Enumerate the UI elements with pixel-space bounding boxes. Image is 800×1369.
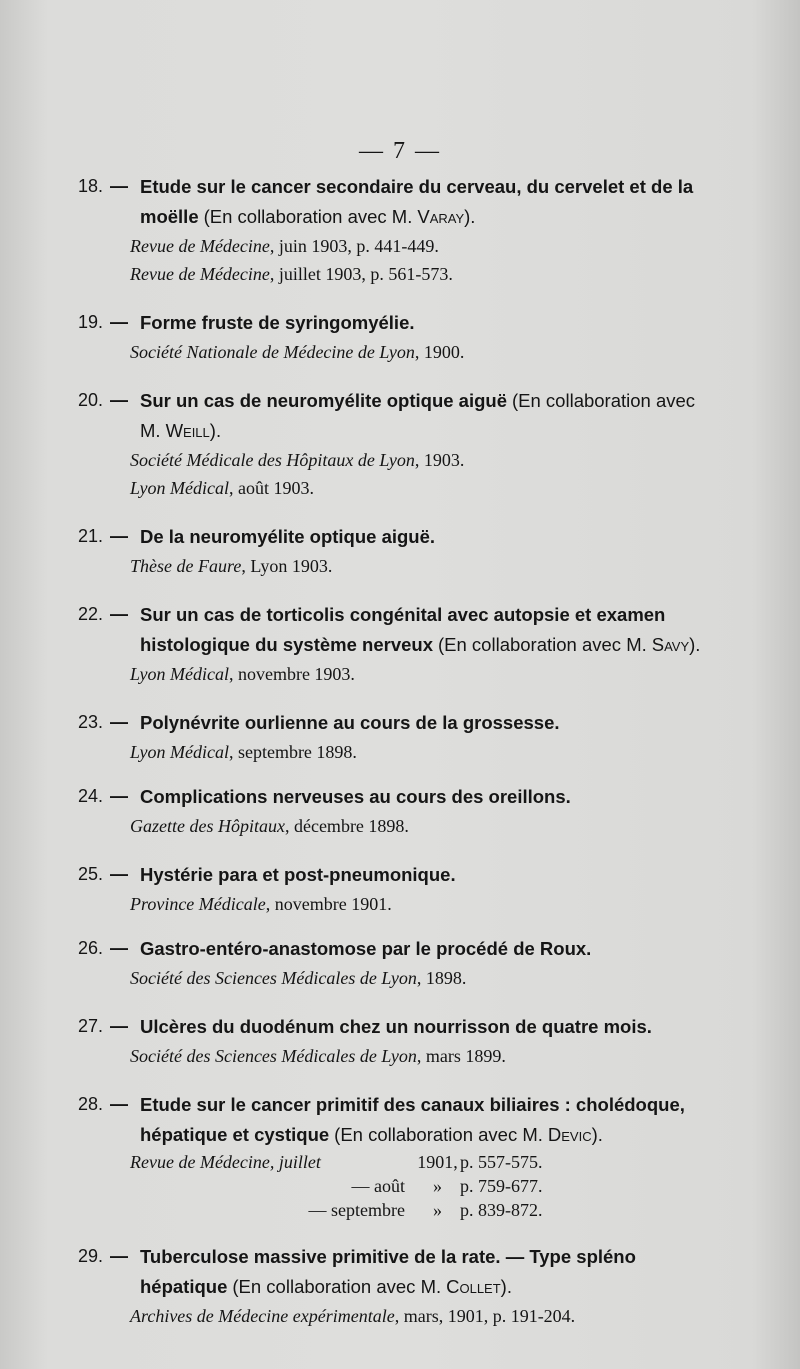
entry-citation [130,446,718,474]
bibliography-list [78,172,718,1350]
citation-journal: Province Médicale [130,894,266,914]
entry-citation [130,232,718,260]
bibliography-entry-21 [78,522,718,580]
entry-citation [130,1042,718,1070]
citation-journal: Lyon Médical [130,478,229,498]
table-cell: p. 839-872. [460,1200,543,1220]
entry-title: Hystérie para et post-pneumonique. [140,864,456,885]
entry-title: Forme fruste de syringomyélie. [140,312,415,333]
citation-journal: Revue de Médecine [130,264,270,284]
citation-details: , juillet 1903, p. 561-573. [269,264,453,284]
entry-collab-name: Devic [547,1124,592,1145]
entry-dash: — [110,1094,128,1114]
entry-citation [130,964,718,992]
entry-dash: — [110,312,128,332]
citation-details: , 1903. [414,450,465,470]
entry-number: 23. [78,712,104,732]
citation-journal: Archives de Médecine expérimentale [130,1306,395,1326]
citation-journal: Thèse de Faure [130,556,242,576]
entry-dash: — [110,1016,128,1036]
entry-dash: — [110,1246,128,1266]
bibliography-entry-28 [78,1090,718,1222]
bibliography-entry-22 [78,600,718,688]
entry-number: 20. [78,390,104,410]
table-cell: p. 759-677. [460,1176,543,1196]
citation-journal: Société des Sciences Médicales de Lyon [130,1046,417,1066]
entry-dash: — [110,526,128,546]
table-row [130,1174,543,1198]
table-row [130,1150,543,1174]
entry-citation [130,738,718,766]
citation-journal: Société des Sciences Médicales de Lyon [130,968,417,988]
citation-details: , août 1903. [228,478,314,498]
citation-journal: Société Médicale des Hôpitaux de Lyon [130,450,415,470]
entry-title: Etude sur le cancer primitif des canaux biliaires : cholédoque, hépatique et cystique [140,1094,685,1145]
citation-journal: Société Nationale de Médecine de Lyon [130,342,415,362]
bibliography-entry-26 [78,934,718,992]
bibliography-entry-20 [78,386,718,502]
bibliography-entry-24 [78,782,718,840]
citation-details: , 1900. [414,342,465,362]
entry-number: 24. [78,786,104,806]
entry-collab-name: Varay [417,206,465,227]
entry-collab-suffix: ). [591,1124,603,1145]
entry-citation [130,660,718,688]
entry-collab-suffix: ). [209,420,222,441]
entry-dash: — [110,786,128,806]
bibliography-entry-29 [78,1242,718,1330]
entry-dash: — [110,938,128,958]
entry-citation [130,260,718,288]
entry-number: 28. [78,1094,104,1114]
entry-title: Gastro-entéro-anastomose par le procédé de Roux. [140,938,592,959]
revue-citation-table [130,1150,543,1222]
citation-details: , mars 1899. [416,1046,506,1066]
citation-journal: Lyon Médical [130,742,229,762]
page-number: — 7 — [359,138,441,164]
citation-details: , novembre 1901. [265,894,392,914]
entry-number: 18. [78,176,104,196]
table-cell: — septembre [308,1200,405,1220]
bibliography-entry-19 [78,308,718,366]
entry-title: Polynévrite ourlienne au cours de la grossesse. [140,712,560,733]
entry-title: Ulcères du duodénum chez un nourrisson de quatre mois. [140,1016,652,1037]
entry-number: 27. [78,1016,104,1036]
entry-number: 22. [78,604,104,624]
entry-citation [130,474,718,502]
entry-collab-suffix: ). [500,1276,512,1297]
entry-citation [130,1302,718,1330]
bibliography-entry-27 [78,1012,718,1070]
citation-details: , Lyon 1903. [241,556,333,576]
table-cell: Revue de Médecine, juillet [130,1152,321,1172]
entry-collab-prefix: (En collaboration avec M. [232,1276,442,1297]
table-cell: p. 557-575. [460,1152,543,1172]
entry-dash: — [110,390,128,410]
entry-collab-name: Weill [165,420,210,441]
citation-details: , 1898. [416,968,467,988]
entry-dash: — [110,604,128,624]
entry-collab-prefix: (En collaboration avec M. [203,206,413,227]
bibliography-entry-23 [78,708,718,766]
citation-details: , septembre 1898. [228,742,357,762]
entry-collab-prefix: (En collaboration avec M. [438,634,647,655]
entry-number: 25. [78,864,104,884]
entry-number: 19. [78,312,104,332]
citation-journal: Lyon Médical [130,664,229,684]
table-cell: — août [351,1176,405,1196]
entry-collab-name: Collet [446,1276,501,1297]
entry-collab-name: Savy [651,634,690,655]
entry-number: 26. [78,938,104,958]
entry-number: 29. [78,1246,104,1266]
entry-collab-suffix: ). [689,634,701,655]
entry-collab-prefix: (En collaboration avec M. [334,1124,543,1145]
citation-journal: Revue de Médecine [130,236,270,256]
entry-citation [130,552,718,580]
table-cell: 1901, [417,1152,458,1172]
table-row [130,1198,543,1222]
entry-collab-prefix: (En collaboration avec M. [140,390,696,441]
table-cell: » [433,1176,442,1196]
entry-title: De la neuromyélite optique aiguë. [140,526,436,547]
citation-details: , mars, 1901, p. 191-204. [394,1306,576,1326]
citation-details: , décembre 1898. [284,816,409,836]
entry-dash: — [110,864,128,884]
entry-title: Sur un cas de neuromyélite optique aiguë [140,390,507,411]
entry-citation [130,890,718,918]
citation-journal: Gazette des Hôpitaux [130,816,285,836]
entry-dash: — [110,176,128,196]
entry-title: Tuberculose massive primitive de la rate. — Type spléno hépatique [140,1246,636,1297]
bibliography-entry-25 [78,860,718,918]
entry-title: Complications nerveuses au cours des oreillons. [140,786,571,807]
entry-citation [130,338,718,366]
citation-details: , juin 1903, p. 441-449. [269,236,439,256]
entry-citation [130,812,718,840]
entry-collab-suffix: ). [464,206,476,227]
entry-title: Etude sur le cancer secondaire du cerveau, du cervelet et de la moëlle [140,176,694,227]
entry-dash: — [110,712,128,732]
entry-number: 21. [78,526,104,546]
bibliography-entry-18 [78,172,718,288]
table-cell: » [433,1200,442,1220]
entry-title: Sur un cas de torticolis congénital avec autopsie et examen histologique du système nerveux [140,604,666,655]
citation-details: , novembre 1903. [228,664,355,684]
